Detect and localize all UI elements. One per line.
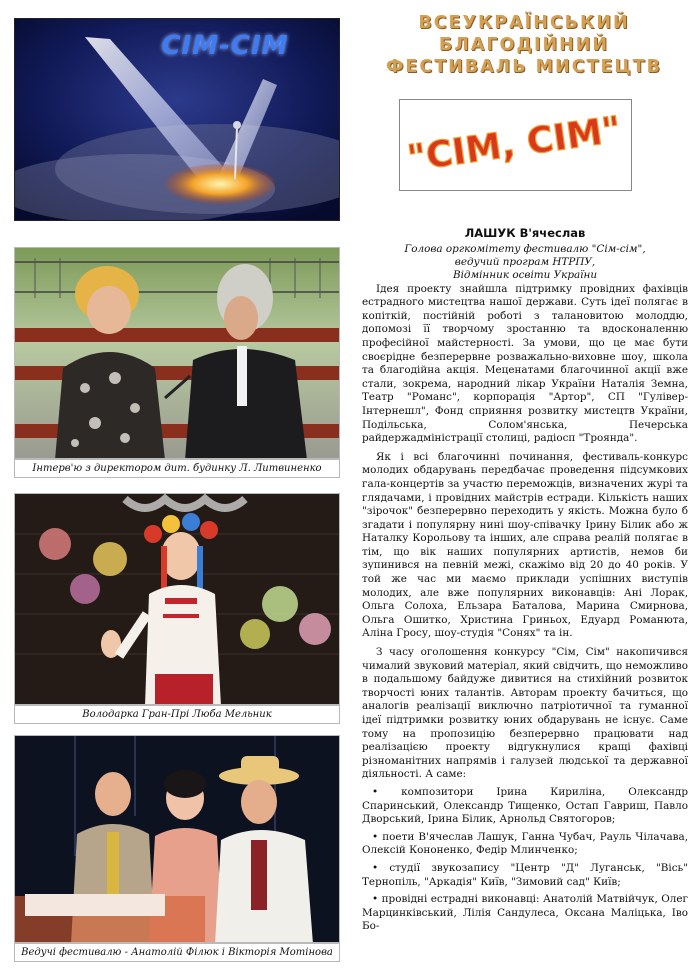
author-role-line-2: ведучий програм НТРПУ, [454, 255, 596, 268]
hosts-illustration [15, 736, 340, 943]
article-bullet-2: • поети В'ячеслав Лашук, Ганна Чубач, Рауль Чілачава, Олексій Кононенко, Федір Млинченко; [362, 830, 688, 857]
interview-photo [14, 247, 340, 459]
festival-title [362, 12, 686, 78]
author-role-line-3: Відмінник освіти України [452, 268, 598, 281]
festival-title-line-2: БЛАГОДІЙНИЙ [438, 35, 610, 55]
interview-caption: Інтерв'ю з директором дит. будинку Л. Литвиненко [14, 459, 340, 478]
article-paragraph-2: Як і всі благочинні починання, фестиваль-конкурс молодих обдарувань передбачає проведення підсумкових гала-концертів за участю переможців, визначених журі та глядачами, і провідних майстрів естради. Кількість наших "зірочок" безперервно переходить у якість. Можна було б згадати і популярну нині шоу-співачку Ірину Білик або ж Наталку Корольову та інших, але справа реалій полягає в тім, що вік наших популярних артистів, немов би зупинився на певній межі, скажімо від 20 до 40 років. У той же час ми маємо приклади успішних виступів молодих, але вже популярних виконавців: Ані Лорак, Ольга Солоха, Ельзара Баталова, Марина Смирнова, Ольга Ошитко, Христина Гриньох, Едуард Романюта, Аліна Гросу, шоу-студія "Сонях" та ін. [362, 450, 688, 640]
article-bullet-3: • студії звукозапису "Центр "Д" Луганськ, "Вісь" Тернопіль, "Аркадія" Київ, "Зимовий сад" Київ; [362, 861, 688, 888]
festival-title-line-1: ВСЕУКРАЇНСЬКИЙ [418, 13, 630, 33]
article-bullet-4: • провідні естрадні виконавці: Анатолій Матвійчук, Олег Марцинківський, Лілія Сандулеса, Оксана Маліцька, Іво Бо- [362, 893, 688, 933]
festival-logo [399, 99, 632, 191]
grand-prix-caption: Володарка Гран-Прі Люба Мельник [14, 705, 340, 724]
grand-prix-illustration [15, 494, 340, 705]
hosts-caption: Ведучі фестивалю - Анатолій Філюк і Вікторія Мотінова [14, 943, 340, 962]
festival-logo-art [400, 100, 631, 190]
hosts-photo [14, 735, 340, 943]
article-paragraph-1: Ідея проекту знайшла підтримку провідних фахівців естрадного мистецтва нашої держави. Суть ідеї полягає в копіткій, постійній роботі з талановитою молоддю, допомозі її творчому зростанню та вдосконаленню професійної майстерності. За умови, що це має бути своєрідне безперервне розважально-виховне шоу, школа та благодійна акція. Меценатами благочинної акції вже стали, зокрема, народний лікар України Наталія Земна, Театр "Романс", корпорація "Артор", СП "Гулівер-Інтернешл", Фонд сприяння розвитку мистецтв України, Подільська, Солом'янська, Печерська райдержадміністрації столиці, радіосп "Троянда". [362, 282, 688, 445]
interview-illustration [15, 248, 340, 459]
article-bullet-1: • композитори Ірина Кириліна, Олександр Спаринський, Олександр Тищенко, Остап Гавриш, Павло Дворський, Ірина Білик, Арнольд Святогоров; [362, 785, 688, 826]
grand-prix-photo [14, 493, 340, 705]
article [362, 227, 688, 934]
author-role-line-1: Голова оргкомітету фестивалю "Сім-сім", [404, 242, 646, 255]
article-paragraph-3: З часу оголошення конкурсу "Сім, Сім" накопичився чималий звуковий матеріал, який свідчить, що неможливо в подальшому байдуже дивитися на стихійний розвиток творчості юних талантів. Авторам проекту бачиться, що аналогів реалізації виключно патріотичної та гуманної ідеї підтримки розвитку юних обдарувань не існує. Саме тому на пропозицію безперервно працювати над реалізацією проекту відгукнулися кращі фахівці різноманітних напрямів і галузей людської та державної діяльності. А саме: [362, 646, 688, 781]
poster-title: СІМ-СІМ [161, 31, 289, 61]
article-author: ЛАШУК В'ячеслав [464, 226, 586, 240]
festival-logo-text: "СІМ, СІМ" [404, 109, 624, 180]
festival-poster [14, 18, 340, 221]
festival-title-line-3: ФЕСТИВАЛЬ МИСТЕЦТВ [386, 57, 662, 77]
